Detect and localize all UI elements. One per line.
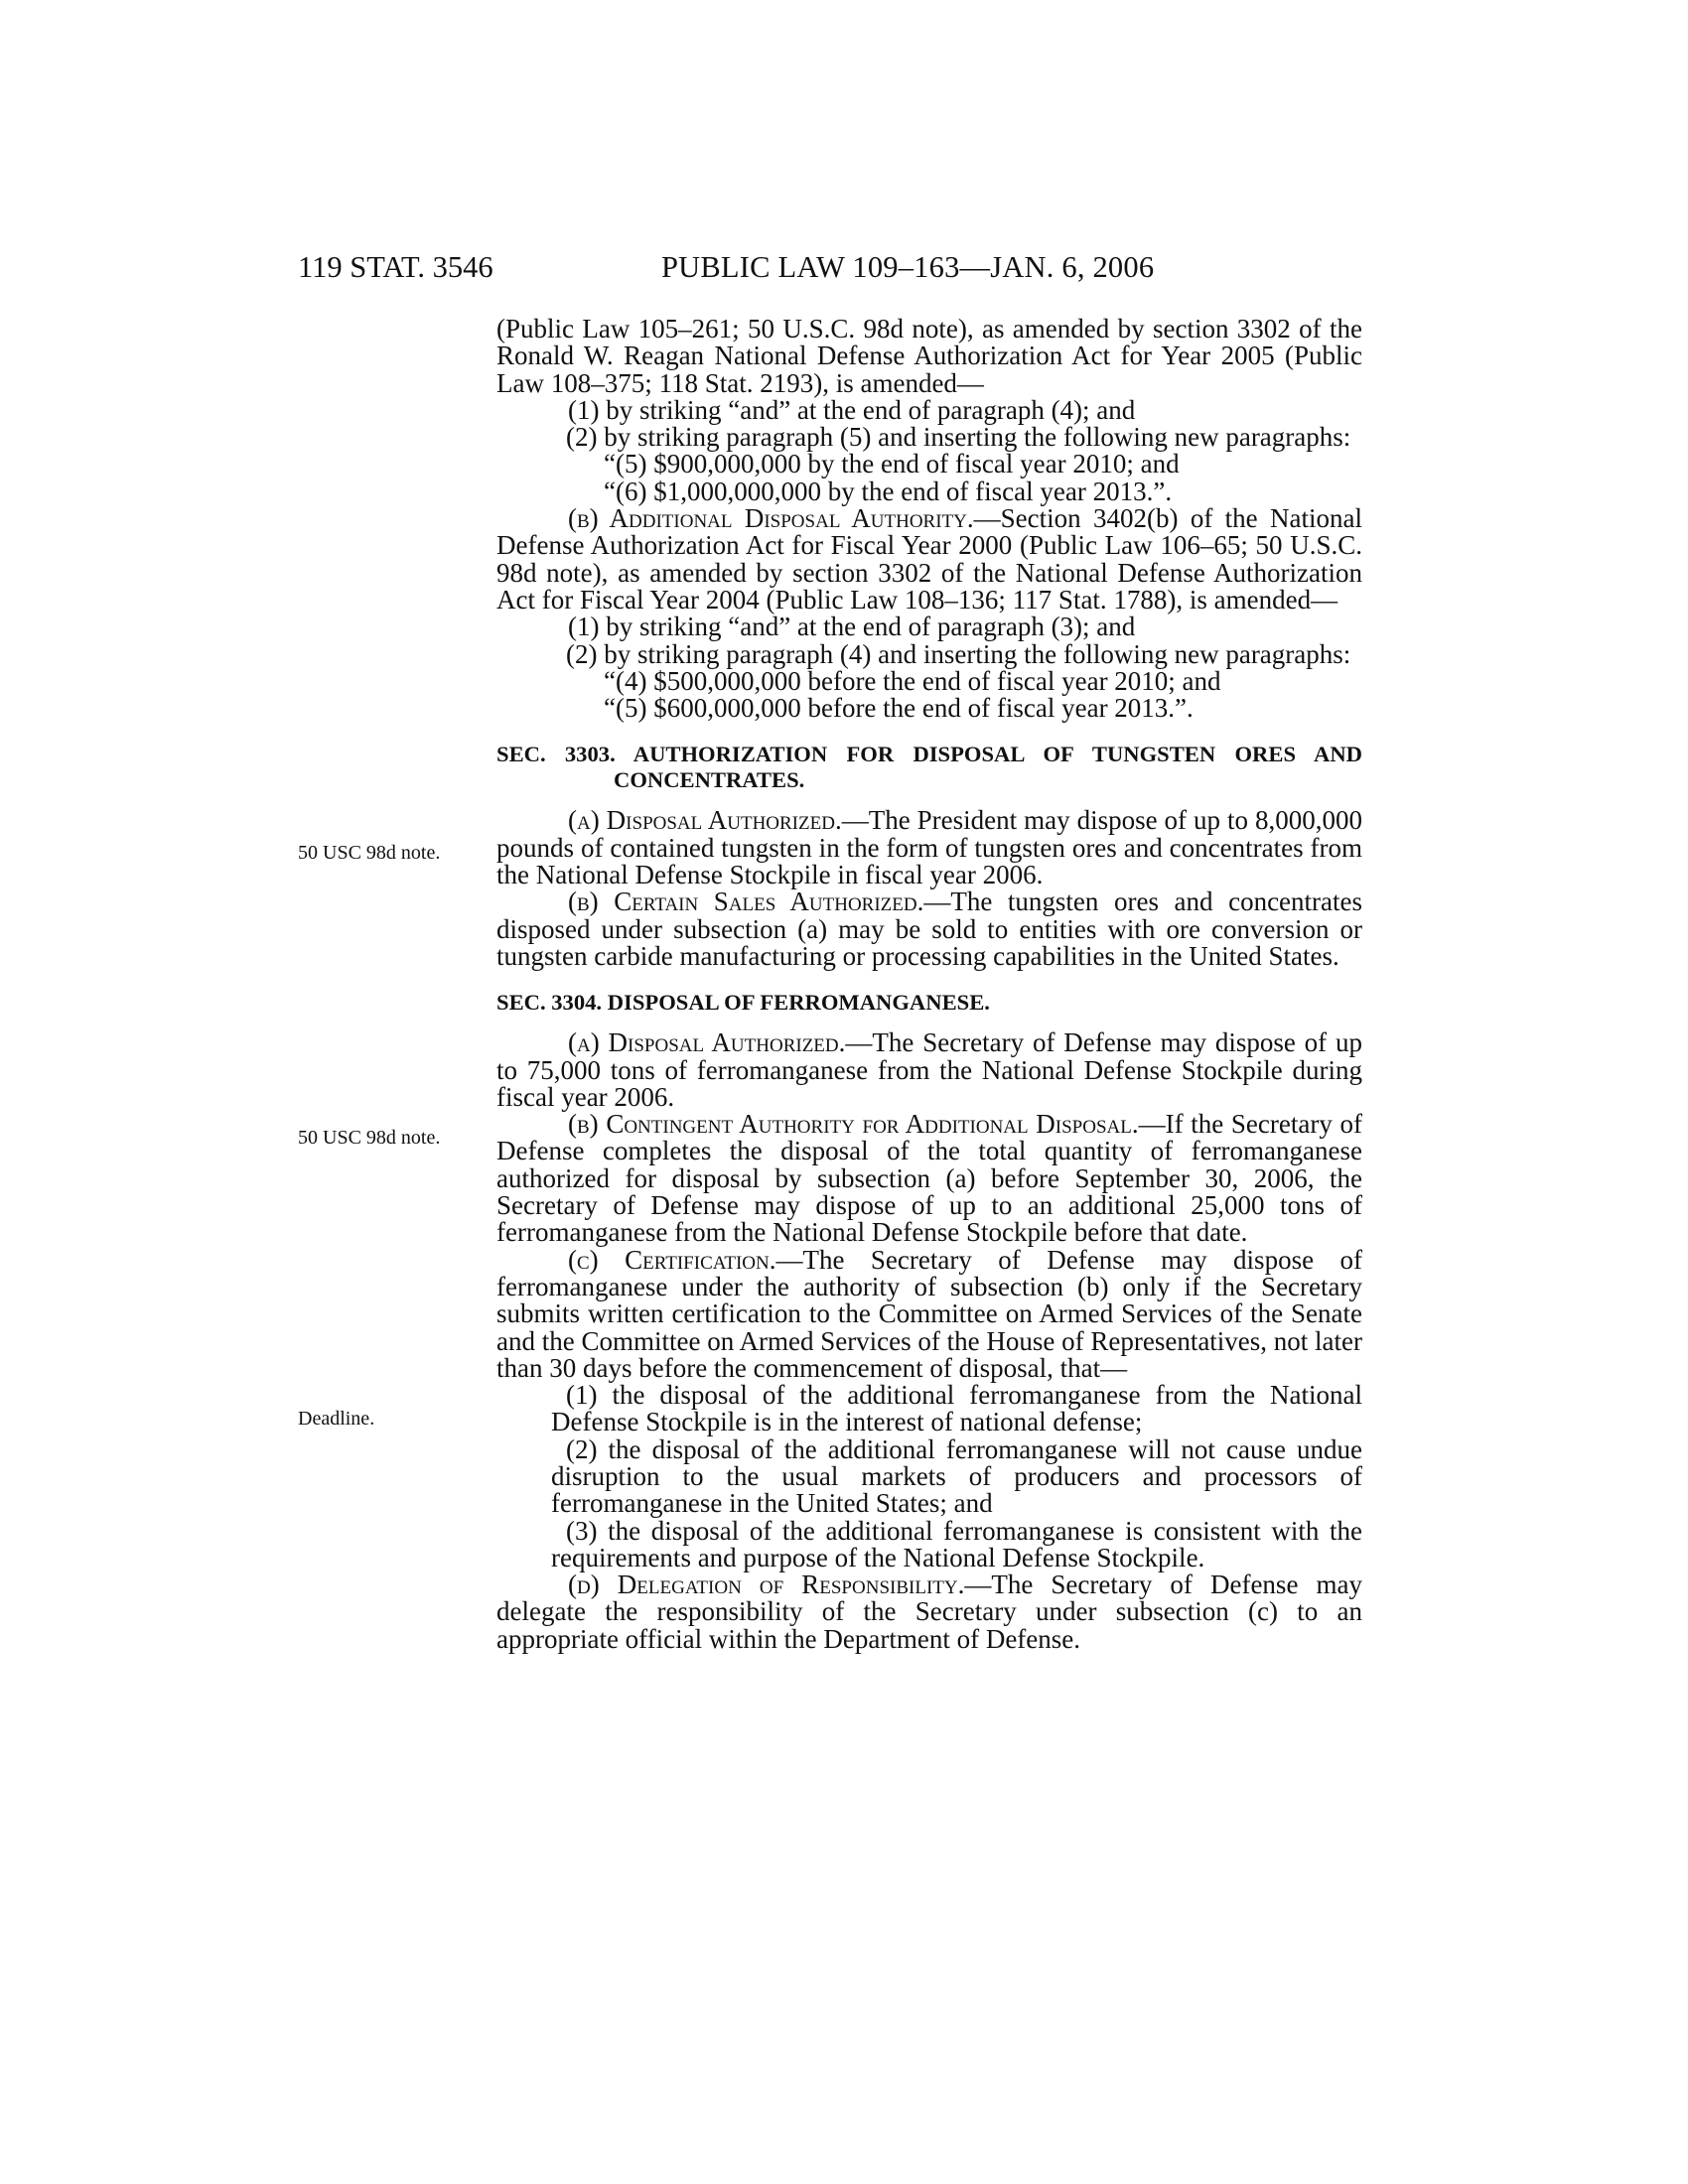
paragraph: (2) by striking paragraph (5) and inserting the following new paragraphs: [566,422,1351,453]
quoted-paragraph: “(5) $600,000,000 before the end of fiscal year 2013.”. [604,693,1194,724]
margin-note-sec3303: 50 USC 98d note. [298,842,441,864]
subsection-heading: (b) Certain Sales Authorized. [568,887,924,917]
paragraph: (3) the disposal of the additional ferromanganese is consistent with the requirements and purpose of the National Defense Stockpile. [551,1515,1362,1572]
paragraph [496,1244,1363,1383]
law-title: PUBLIC LAW 109–163—JAN. 6, 2006 [661,250,1155,284]
quoted-paragraph: “(6) $1,000,000,000 by the end of fiscal year 2013.”. [604,476,1173,506]
subsection-heading: (a) Disposal Authorized. [568,805,842,836]
paragraph: (1) the disposal of the additional ferromanganese from the National Defense Stockpile is in the interest of national defense; [551,1380,1362,1437]
paragraph [496,1571,1362,1653]
paragraph: (1) by striking “and” at the end of paragraph (4); and [568,394,1136,425]
paragraph: (1) by striking “and” at the end of paragraph (3); and [568,612,1136,642]
subsection-heading: (b) Additional Disposal Authority. [568,503,974,534]
document-body [496,316,1362,1653]
subsection-text: —The Secretary of Defense may dispose of ferromanganese under the authority of subsection (b) only if the Secretary submits written certification to the Committee on Armed Services of the Senate and the Committee on Armed Services of the House of Representatives, not later than 30 days before the commencement of disposal, that— [496,1244,1363,1383]
subsection-heading: (a) Disposal Authorized. [568,1027,846,1058]
paragraph [496,1111,1362,1246]
quoted-paragraph: “(5) $900,000,000 by the end of fiscal year 2010; and [604,449,1180,479]
subsection-text: —If the Secretary of Defense completes the disposal of the total quantity of ferromanganese authorized for disposal by subsection (a) before September 30, 2006, the Secretary of Defense may dispose of up to an additional 25,000 tons of ferromanganese from the National Defense Stockpile before that date. [496,1109,1362,1248]
subsection-text: —The Secretary of Defense may dispose of up to 75,000 tons of ferromanganese from the National Defense Stockpile during fiscal year 2006. [496,1027,1362,1112]
margin-note-sec3304: 50 USC 98d note. [298,1127,441,1149]
paragraph [496,888,1362,970]
section-heading-3303: SEC. 3303. AUTHORIZATION FOR DISPOSAL OF TUNGSTEN ORES AND CONCENTRATES. [496,742,1362,793]
subsection-text: —Section 3402(b) of the National Defense Authorization Act for Fiscal Year 2000 (Public Law 106–65; 50 U.S.C. 98d note), as amended by section 3302 of the National Defense Authorization Act for Fiscal Year 2004 (Public Law 108–136; 117 Stat. 1788), is amended— [496,503,1362,614]
paragraph [496,807,1362,888]
paragraph: (2) the disposal of the additional ferromanganese will not cause undue disruption to the usual markets of producers and processors of ferromanganese in the United States; and [551,1433,1362,1519]
margin-note-deadline: Deadline. [298,1408,375,1430]
subsection-heading: (d) Delegation of Responsibility. [568,1570,965,1600]
paragraph: (2) by striking paragraph (4) and inserting the following new paragraphs: [566,638,1351,669]
subsection-heading: (b) Contingent Authority for Additional Disposal. [568,1109,1139,1140]
stat-page-number: 119 STAT. 3546 [298,250,493,284]
subsection-text: —The Secretary of Defense may delegate the responsibility of the Secretary under subsection (c) to an appropriate official within the Department of Defense. [496,1570,1362,1654]
paragraph: (Public Law 105–261; 50 U.S.C. 98d note), as amended by section 3302 of the Ronald W. Reagan National Defense Authorization Act for Year 2005 (Public Law 108–375; 118 Stat. 2193), is amended— [496,314,1362,398]
section-heading-3304: SEC. 3304. DISPOSAL OF FERROMANGANESE. [496,990,990,1016]
paragraph [496,1029,1362,1111]
running-header [298,250,1390,290]
paragraph [496,505,1362,614]
subsection-text: —The President may dispose of up to 8,000,000 pounds of contained tungsten in the form of tungsten ores and concentrates from the National Defense Stockpile in fiscal year 2006. [496,805,1362,890]
quoted-paragraph: “(4) $500,000,000 before the end of fiscal year 2010; and [604,665,1221,696]
subsection-heading: (c) Certification. [568,1244,776,1275]
subsection-text: —The tungsten ores and concentrates disposed under subsection (a) may be sold to entities with ore conversion or tungsten carbide manufacturing or processing capabilities in the United States. [496,887,1363,971]
